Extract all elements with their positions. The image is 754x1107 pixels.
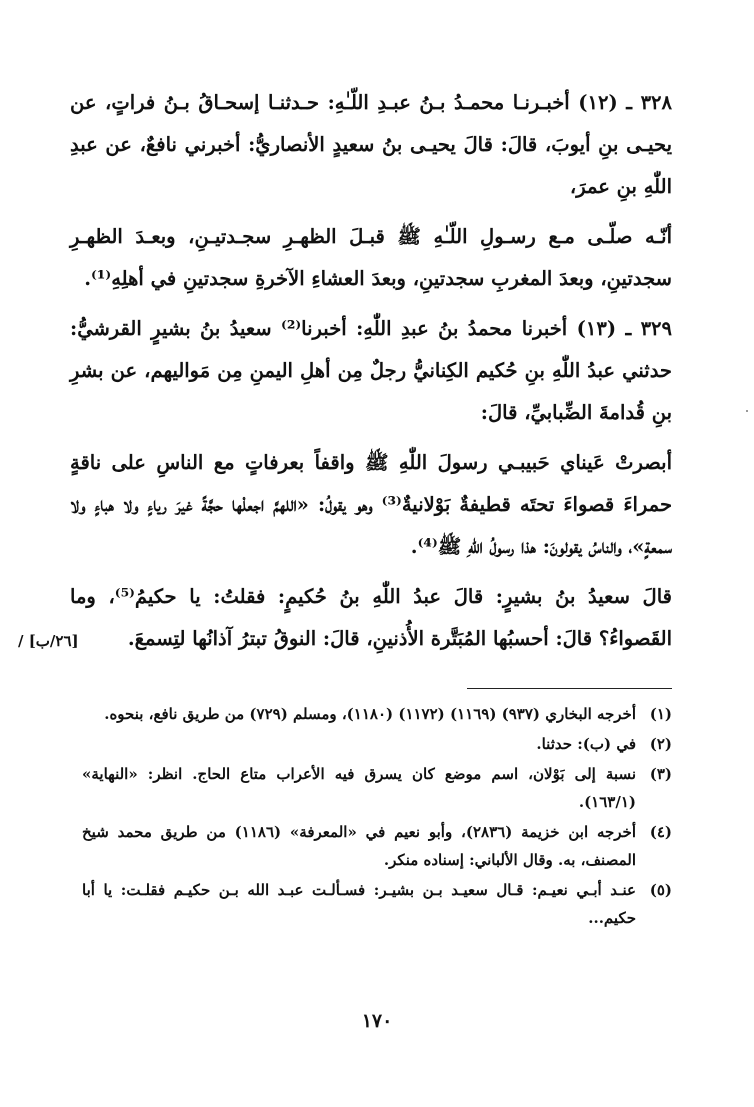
paragraph-329-matn: أبصرتْ عَيناي حَبيبـي رسولَ اللّٰهِ ﷺ واقفاً بعرفاتٍ مع الناسِ على ناقةٍ حمراءَ قصواءَ تحتَه قطيفةٌ بَوْلانيةٌ⁽³⁾ وهو يقولُ: «اللهمَّ اجعلْها حجَّةً غيرَ رياءٍ ولا هباءٍ ولا سمعةٍ»، والناسُ يقولونَ: هذا رسولُ اللّٰهِ ﷺ⁽⁴⁾.: [70, 451, 672, 558]
footnote-number: (٣): [649, 765, 672, 783]
footnote-number: (٥): [649, 881, 672, 899]
paragraph-328-matn: أنّـه صلّـى مـع رسـولِ اللّـٰهِ ﷺ قبـلَ الظهـرِ سجـدتيـنِ، وبعـدَ الظهـرِ سجدتينِ، وبعدَ المغربِ سجدتينِ، وبعدَ العشاءِ الآخرةِ سجدتينِ في أهلِهِ⁽¹⁾.: [70, 225, 672, 290]
paragraph-328: ٣٢٨ ـ (١٢) أخبـرنـا محمـدُ بـنُ عبـدِ اللّـٰهِ: حـدثنـا إسحـاقُ بـنُ فراتٍ، عن يحيـى بنِ أيوبَ، قالَ: قالَ يحيـى بنُ سعيدٍ الأنصاريُّ: أخبرني نافعٌ، عن عبدِ اللّٰهِ بنِ عمرَ،: [70, 91, 672, 198]
main-text: [70, 82, 672, 668]
footnote-text: عنـد أبـي نعيـم: قـال سعيـد بـن بشيـر: فسـألـت عبـد الله بـن حكيـم فقلـت: يا أبا حكيم...: [82, 881, 636, 927]
footnote-text: أخرجه البخاري (٩٣٧) (١١٦٩) (١١٧٢) (١١٨٠)، ومسلم (٧٢٩) من طريق نافع، بنحوه.: [104, 705, 636, 723]
footnote-text: في (ب): حدثنا.: [536, 735, 636, 753]
paragraph-329: ٣٢٩ ـ (١٣) أخبرنا محمدُ بنُ عبدِ اللّٰهِ: أخبرنا⁽²⁾ سعيدُ بنُ بشيرٍ القرشيُّ: حدثني عبدُ اللّٰهِ بنِ حُكيم الكِنانيُّ رجلٌ مِن أهلِ اليمنِ مِن مَواليهم، عن بشرِ بنِ قُدامةَ الضِّبابيِّ، قالَ:: [70, 317, 672, 424]
footnote-item: [82, 760, 672, 816]
page-number: ١٧٠: [361, 1010, 393, 1032]
footnote-divider: [467, 688, 672, 689]
manuscript-folio-note: [٢٦/ب] /: [18, 632, 79, 650]
footnote-item: [82, 730, 672, 758]
footnote-number: (٢): [649, 735, 672, 753]
paragraph-329-comment: قالَ سعيدُ بنُ بشيرٍ: قالَ عبدُ اللّٰهِ بنُ حُكيمٍ: فقلتُ: يا حكيمُ⁽⁵⁾، وما القَصواءُ؟ قالَ: أحسبُها المُبَتَّرة الأُذنينِ، قالَ: النوقُ تبترُ آذانُها لتِسمعَ.: [70, 585, 672, 650]
footnote-item: [82, 700, 672, 728]
scan-mark: [746, 410, 748, 412]
footnote-text: أخرجه ابن خزيمة (٢٨٣٦)، وأبو نعيم في «المعرفة» (١١٨٦) من طريق محمد شيخ المصنف، به. وقال الألباني: إسناده منكر.: [82, 823, 636, 869]
footnote-number: (٤): [649, 823, 672, 841]
footnote-text: نسبة إلى بَوْلان، اسم موضع كان يسرق فيه الأعراب متاع الحاج. انظر: «النهاية» (١٦٣/١).: [82, 765, 636, 811]
footnote-item: [82, 876, 672, 932]
footnote-number: (١): [649, 705, 672, 723]
footnote-item: [82, 818, 672, 874]
footnotes: [82, 700, 672, 934]
